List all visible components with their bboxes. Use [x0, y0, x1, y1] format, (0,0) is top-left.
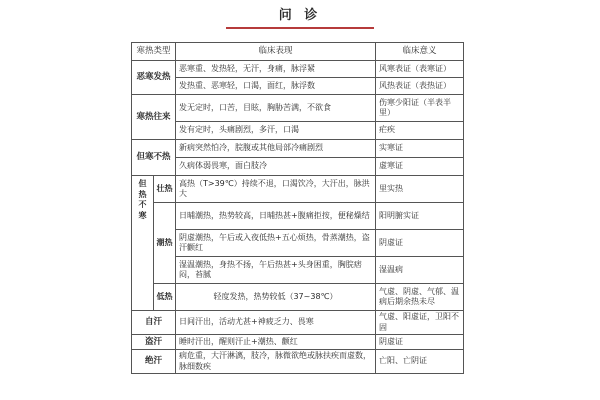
symptom-cell: 病危重，大汗淋漓，肢冷，脉微欲绝或脉扶疾而虚数，脉细数疾 [176, 350, 376, 374]
meaning-cell: 疟疾 [376, 122, 464, 140]
symptom-cell: 高热（T>39℃）持续不退，口渴饮冷，大汗出，脉洪大 [176, 176, 376, 203]
meaning-cell: 气虚、阴虚、气郁、温病后期余热未尽 [376, 284, 464, 311]
row-type: 寒热往来 [132, 95, 176, 140]
table-row [132, 95, 464, 122]
meaning-cell: 风热表证（表热证） [376, 78, 464, 95]
symptom-cell: 发有定时，头痛剧烈，多汗，口渴 [176, 122, 376, 140]
title-underline [226, 27, 374, 29]
meaning-cell: 湿温病 [376, 257, 464, 284]
table-header-row [132, 43, 464, 61]
table-row [132, 257, 464, 284]
row-type: 盗汗 [132, 335, 176, 350]
meaning-cell: 风寒表证（表寒证） [376, 61, 464, 78]
table-row [132, 284, 464, 311]
table-row [132, 122, 464, 140]
meaning-cell: 伤寒少阳证（半表半里） [376, 95, 464, 122]
table-row [132, 140, 464, 158]
meaning-cell: 虚寒证 [376, 158, 464, 176]
sub-type-dire: 低热 [154, 284, 176, 311]
header-meaning: 临床意义 [376, 43, 464, 61]
symptom-cell: 日间汗出，活动尤甚+神疲乏力、畏寒 [176, 311, 376, 335]
meaning-cell: 实寒证 [376, 140, 464, 158]
header-type: 寒热类型 [132, 43, 176, 61]
meaning-cell: 阳明腑实证 [376, 203, 464, 230]
symptom-cell: 湿温潮热，身热不扬，午后热甚+头身困重，胸脘痞闷，苔腻 [176, 257, 376, 284]
symptom-cell: 久病体弱畏寒，面白肢冷 [176, 158, 376, 176]
table-row [132, 78, 464, 95]
heat-group-label: 但 热 不 寒 [132, 176, 154, 311]
header-symptom: 临床表现 [176, 43, 376, 61]
symptom-cell: 轻度发热，热势较低（37~38℃） [176, 284, 376, 311]
symptom-cell: 日晡潮热，热势较高，日晡热甚+腹痛拒按，便秘燥结 [176, 203, 376, 230]
meaning-cell: 阴虚证 [376, 335, 464, 350]
meaning-cell: 阴虚证 [376, 230, 464, 257]
symptom-cell: 睡时汗出，醒则汗止+潮热、颧红 [176, 335, 376, 350]
symptom-cell: 新病突然怕冷，脘腹或其他局部冷痛剧烈 [176, 140, 376, 158]
symptom-cell: 阴虚潮热，午后或入夜低热+五心烦热，骨蒸潮热，盗汗颧红 [176, 230, 376, 257]
sub-type-zhuangre: 壮热 [154, 176, 176, 203]
table-row [132, 335, 464, 350]
meaning-cell: 气虚、阳虚证，卫阳不固 [376, 311, 464, 335]
row-type: 绝汗 [132, 350, 176, 374]
table-row [132, 158, 464, 176]
table-row [132, 350, 464, 374]
symptom-cell: 发热重、恶寒轻，口渴，面红，脉浮数 [176, 78, 376, 95]
row-type: 恶寒发热 [132, 61, 176, 95]
symptom-cell: 发无定时，口苦，目眩，胸胁苦满，不欲食 [176, 95, 376, 122]
row-type: 自汗 [132, 311, 176, 335]
meaning-cell: 里实热 [376, 176, 464, 203]
row-type: 但寒不热 [132, 140, 176, 176]
sub-type-chaore: 潮热 [154, 203, 176, 284]
table-row [132, 230, 464, 257]
table-row [132, 176, 464, 203]
table-row [132, 311, 464, 335]
symptom-table [131, 42, 464, 374]
table-row [132, 203, 464, 230]
table-row [132, 61, 464, 78]
page-title: 问 诊 [278, 8, 322, 23]
meaning-cell: 亡阳、亡阴证 [376, 350, 464, 374]
symptom-cell: 恶寒重、发热轻，无汗，身痛，脉浮紧 [176, 61, 376, 78]
